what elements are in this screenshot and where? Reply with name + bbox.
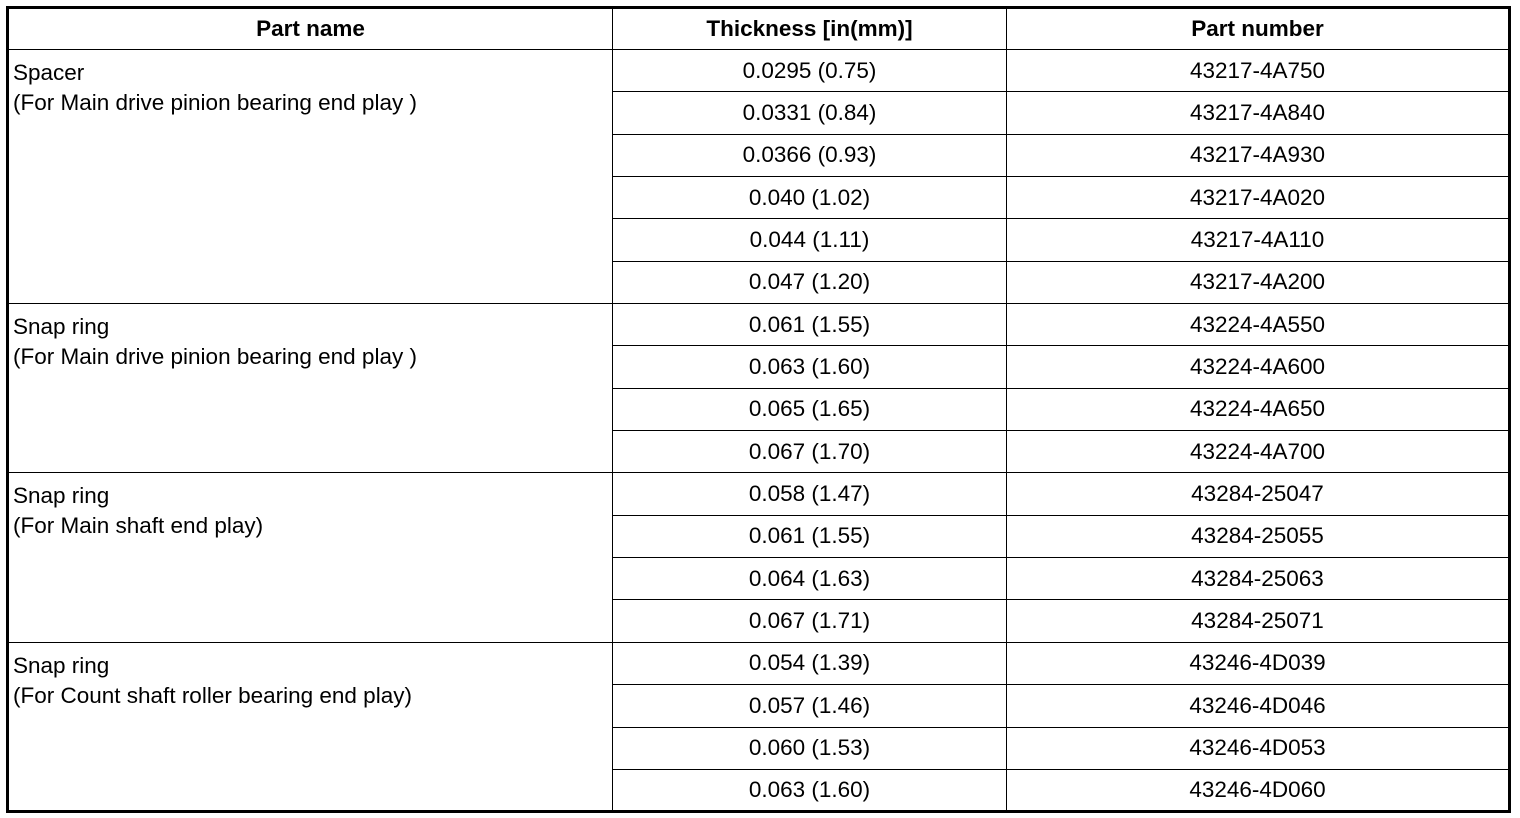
part-number-cell: 43284-25071: [1007, 600, 1510, 642]
thickness-cell: 0.054 (1.39): [613, 642, 1007, 684]
thickness-cell: 0.064 (1.63): [613, 558, 1007, 600]
part-number-cell: 43224-4A550: [1007, 304, 1510, 346]
part-number-cell: 43284-25047: [1007, 473, 1510, 515]
table-row: [8, 473, 1510, 515]
part-number-cell: 43217-4A200: [1007, 261, 1510, 303]
header-part-name: Part name: [8, 8, 613, 50]
thickness-cell: 0.0331 (0.84): [613, 92, 1007, 134]
part-number-cell: 43217-4A930: [1007, 134, 1510, 176]
header-row: [8, 8, 1510, 50]
part-number-cell: 43217-4A020: [1007, 177, 1510, 219]
thickness-cell: 0.047 (1.20): [613, 261, 1007, 303]
part-name: Spacer: [13, 60, 85, 85]
part-number-cell: 43246-4D046: [1007, 685, 1510, 727]
part-number-cell: 43224-4A700: [1007, 431, 1510, 473]
part-purpose: (For Count shaft roller bearing end play): [13, 682, 412, 708]
part-name-cell: [8, 642, 613, 811]
part-number-cell: 43284-25055: [1007, 515, 1510, 557]
part-name: Snap ring: [13, 652, 110, 678]
thickness-cell: 0.065 (1.65): [613, 388, 1007, 430]
part-number-cell: 43224-4A600: [1007, 346, 1510, 388]
table-row: [8, 642, 1510, 684]
part-name: Snap ring: [13, 314, 110, 340]
thickness-cell: 0.044 (1.11): [613, 219, 1007, 261]
part-number-cell: 43217-4A110: [1007, 219, 1510, 261]
thickness-cell: 0.067 (1.70): [613, 431, 1007, 473]
part-purpose: (For Main drive pinion bearing end play ): [13, 90, 417, 115]
part-number-cell: 43217-4A750: [1007, 50, 1510, 92]
table-row: [8, 304, 1510, 346]
header-part-number: Part number: [1007, 8, 1510, 50]
part-name: Snap ring: [13, 483, 110, 509]
parts-table: [6, 6, 1511, 813]
thickness-cell: 0.060 (1.53): [613, 727, 1007, 769]
part-number-cell: 43217-4A840: [1007, 92, 1510, 134]
table-row: [8, 50, 1510, 92]
part-number-cell: 43224-4A650: [1007, 388, 1510, 430]
parts-body: [8, 50, 1510, 812]
part-number-cell: 43246-4D060: [1007, 769, 1510, 811]
thickness-cell: 0.063 (1.60): [613, 346, 1007, 388]
thickness-cell: 0.057 (1.46): [613, 685, 1007, 727]
part-purpose: (For Main shaft end play): [13, 513, 264, 539]
part-name-cell: [8, 473, 613, 642]
thickness-cell: 0.067 (1.71): [613, 600, 1007, 642]
thickness-cell: 0.061 (1.55): [613, 304, 1007, 346]
thickness-cell: 0.061 (1.55): [613, 515, 1007, 557]
thickness-cell: 0.063 (1.60): [613, 769, 1007, 811]
part-name-cell: [8, 50, 613, 304]
part-number-cell: 43284-25063: [1007, 558, 1510, 600]
thickness-cell: 0.0295 (0.75): [613, 50, 1007, 92]
thickness-cell: 0.058 (1.47): [613, 473, 1007, 515]
header-thickness: Thickness [in(mm)]: [613, 8, 1007, 50]
thickness-cell: 0.040 (1.02): [613, 177, 1007, 219]
part-name-cell: [8, 304, 613, 473]
part-number-cell: 43246-4D039: [1007, 642, 1510, 684]
thickness-cell: 0.0366 (0.93): [613, 134, 1007, 176]
part-purpose: (For Main drive pinion bearing end play ): [13, 344, 417, 370]
part-number-cell: 43246-4D053: [1007, 727, 1510, 769]
